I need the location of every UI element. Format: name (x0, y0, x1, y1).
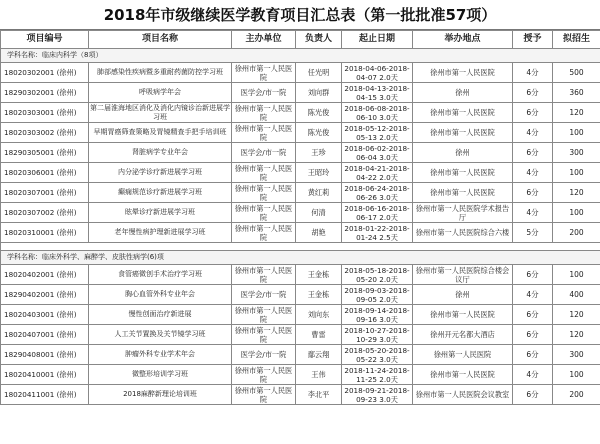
cell-name: 人工关节置换及关节镜学习班 (89, 325, 232, 345)
cell-enroll: 360 (553, 83, 600, 103)
cell-id: 18020402001 (徐州) (1, 265, 89, 285)
cell-lead: 陈光俊 (296, 123, 342, 143)
cell-place: 徐州 (413, 285, 513, 305)
cell-name: 慢性创面治疗新进展 (89, 305, 232, 325)
cell-dates: 2018-06-08-2018-06-10 3.0天 (342, 103, 413, 123)
cell-name: 癫痫规范诊疗新进展学习班 (89, 183, 232, 203)
cell-lead: 王伟 (296, 365, 342, 385)
cell-enroll: 300 (553, 345, 600, 365)
table-row (1, 63, 600, 83)
cell-lead: 曹雷 (296, 325, 342, 345)
cell-lead: 李北平 (296, 385, 342, 405)
cell-id: 18020303002 (徐州) (1, 123, 89, 143)
cell-host: 徐州市第一人民医院 (232, 103, 296, 123)
cell-enroll: 100 (553, 163, 600, 183)
cell-lead: 黄红莉 (296, 183, 342, 203)
header-name: 项目名称 (89, 31, 232, 49)
cell-dates: 2018-05-20-2018-05-22 3.0天 (342, 345, 413, 365)
cell-place: 徐州市第一人民医院 (413, 103, 513, 123)
cell-dates: 2018-09-21-2018-09-23 3.0天 (342, 385, 413, 405)
cell-id: 18020302001 (徐州) (1, 63, 89, 83)
table-row (1, 203, 600, 223)
category-label: 学科名称：临床外科学、麻醉学、皮肤性病学(6)项 (1, 251, 600, 265)
cell-enroll: 120 (553, 103, 600, 123)
section-gap-cell (1, 243, 600, 251)
cell-host: 徐州市第一人民医院 (232, 123, 296, 143)
cell-lead: 陈光俊 (296, 103, 342, 123)
cell-id: 18020403001 (徐州) (1, 305, 89, 325)
project-table (0, 30, 600, 405)
category-row (1, 251, 600, 265)
cell-id: 18020306001 (徐州) (1, 163, 89, 183)
cell-name: 2018麻醉新理论培训班 (89, 385, 232, 405)
cell-dates: 2018-06-16-2018-06-17 2.0天 (342, 203, 413, 223)
cell-id: 18290305001 (徐州) (1, 143, 89, 163)
cell-dates: 2018-01-22-2018-01-24 2.5天 (342, 223, 413, 243)
cell-enroll: 120 (553, 325, 600, 345)
cell-dates: 2018-09-14-2018-09-16 3.0天 (342, 305, 413, 325)
category-label: 学科名称：临床内科学（8项） (1, 49, 600, 63)
cell-score: 4分 (513, 63, 553, 83)
cell-score: 5分 (513, 223, 553, 243)
cell-lead: 胡艳 (296, 223, 342, 243)
cell-score: 4分 (513, 203, 553, 223)
header-host: 主办单位 (232, 31, 296, 49)
cell-place: 徐州市第一人民医院 (413, 163, 513, 183)
cell-id: 18020407001 (徐州) (1, 325, 89, 345)
cell-dates: 2018-04-21-2018-04-22 2.0天 (342, 163, 413, 183)
cell-lead: 王珍 (296, 143, 342, 163)
cell-name: 第二届淮海地区消化及消化内镜诊治新进展学习班 (90, 103, 230, 121)
cell-score: 6分 (513, 83, 553, 103)
table-row (1, 103, 600, 123)
header-row (1, 31, 600, 49)
cell-host: 徐州市第一人民医院 (232, 223, 296, 243)
cell-dates: 2018-06-02-2018-06-04 3.0天 (342, 143, 413, 163)
section-gap (1, 243, 600, 251)
cell-score: 4分 (513, 163, 553, 183)
table-row (1, 305, 600, 325)
cell-id: 18290408001 (徐州) (1, 345, 89, 365)
cell-name: 呼吸病学年会 (89, 83, 232, 103)
cell-score: 4分 (513, 285, 553, 305)
cell-lead: 鄢云翔 (296, 345, 342, 365)
header-score: 授予 (513, 31, 553, 49)
cell-score: 4分 (513, 123, 553, 143)
cell-id: 18020307001 (徐州) (1, 183, 89, 203)
cell-enroll: 100 (553, 123, 600, 143)
header-dates: 起止日期 (342, 31, 413, 49)
cell-dates: 2018-11-24-2018-11-25 2.0天 (342, 365, 413, 385)
cell-host: 医学会/市一院 (232, 345, 296, 365)
cell-place: 徐州开元名都大酒店 (413, 325, 513, 345)
cell-name: 微整形培训学习班 (89, 365, 232, 385)
cell-host: 徐州市第一人民医院 (232, 265, 296, 285)
header-lead: 负责人 (296, 31, 342, 49)
table-row (1, 265, 600, 285)
cell-lead: 何清 (296, 203, 342, 223)
cell-score: 6分 (513, 143, 553, 163)
cell-lead: 王金栋 (296, 285, 342, 305)
cell-name: 食管癌微创手术治疗学习班 (89, 265, 232, 285)
cell-name: 眩晕诊疗新进展学习班 (89, 203, 232, 223)
cell-name: 内分泌学诊疗新进展学习班 (89, 163, 232, 183)
cell-enroll: 100 (553, 265, 600, 285)
cell-place: 徐州市第一人民医院综合六楼 (413, 223, 513, 243)
cell-score: 6分 (513, 305, 553, 325)
cell-score: 6分 (513, 385, 553, 405)
cell-enroll: 100 (553, 365, 600, 385)
cell-place: 徐州市第一人民医院 (413, 305, 513, 325)
cell-dates: 2018-09-03-2018-09-05 2.0天 (342, 285, 413, 305)
cell-id: 18020411001 (徐州) (1, 385, 89, 405)
cell-enroll: 120 (553, 183, 600, 203)
cell-place: 徐州市第一人民医院 (413, 123, 513, 143)
cell-enroll: 200 (553, 385, 600, 405)
table-row (1, 385, 600, 405)
cell-lead: 刘向东 (296, 305, 342, 325)
cell-lead: 刘向群 (296, 83, 342, 103)
cell-host: 徐州市第一人民医院 (232, 183, 296, 203)
table-body (1, 49, 600, 405)
cell-dates: 2018-04-06-2018-04-07 2.0天 (342, 63, 413, 83)
cell-id: 18290302001 (徐州) (1, 83, 89, 103)
cell-host: 徐州市第一人民医院 (232, 63, 296, 83)
cell-host: 医学会/市一院 (232, 143, 296, 163)
cell-id: 18020410001 (徐州) (1, 365, 89, 385)
cell-enroll: 400 (553, 285, 600, 305)
cell-host: 医学会/市一院 (232, 83, 296, 103)
cell-place: 徐州市第一人民医院 (413, 365, 513, 385)
cell-score: 6分 (513, 103, 553, 123)
cell-enroll: 100 (553, 203, 600, 223)
cell-host: 徐州市第一人民医院 (232, 163, 296, 183)
cell-score: 6分 (513, 345, 553, 365)
cell-score: 6分 (513, 183, 553, 203)
cell-score: 6分 (513, 265, 553, 285)
cell-host: 徐州市第一人民医院 (232, 203, 296, 223)
cell-name: 胸心血管外科专业年会 (89, 285, 232, 305)
cell-place: 徐州 (413, 83, 513, 103)
cell-id: 18020307002 (徐州) (1, 203, 89, 223)
cell-place: 徐州市第一人民医院学术报告厅 (413, 203, 513, 223)
cell-place: 徐州第一人民医院 (413, 345, 513, 365)
cell-enroll: 500 (553, 63, 600, 83)
cell-enroll: 120 (553, 305, 600, 325)
cell-id: 18290402001 (徐州) (1, 285, 89, 305)
table-row (1, 163, 600, 183)
cell-name: 老年慢性病护理新进展学习班 (89, 223, 232, 243)
cell-host: 徐州市第一人民医院 (232, 325, 296, 345)
cell-id: 18020303001 (徐州) (1, 103, 89, 123)
cell-host: 徐州市第一人民医院 (232, 365, 296, 385)
header-place: 举办地点 (413, 31, 513, 49)
cell-score: 6分 (513, 325, 553, 345)
cell-place: 徐州市第一人民医院 (413, 183, 513, 203)
table-row (1, 285, 600, 305)
table-row (1, 183, 600, 203)
table-row (1, 83, 600, 103)
cell-place: 徐州市第一人民医院综合楼会议厅 (413, 265, 513, 285)
table-row (1, 365, 600, 385)
table-row (1, 325, 600, 345)
table-row (1, 345, 600, 365)
page-title: 2018年市级继续医学教育项目汇总表（第一批批准57项） (0, 0, 600, 30)
cell-lead: 王昭玲 (296, 163, 342, 183)
cell-dates: 2018-06-24-2018-06-26 3.0天 (342, 183, 413, 203)
cell-host: 医学会/市一院 (232, 285, 296, 305)
cell-place: 徐州市第一人民医院会议教室 (413, 385, 513, 405)
cell-name: 肾脏病学专业年会 (89, 143, 232, 163)
cell-name: 早期胃癌筛查策略及胃镜精查手把手培训班 (89, 123, 232, 143)
cell-lead: 王金栋 (296, 265, 342, 285)
header-id: 项目编号 (1, 31, 89, 49)
cell-enroll: 200 (553, 223, 600, 243)
header-enroll: 拟招生 (553, 31, 600, 49)
cell-host: 徐州市第一人民医院 (232, 305, 296, 325)
cell-dates: 2018-10-27-2018-10-29 3.0天 (342, 325, 413, 345)
table-row (1, 223, 600, 243)
cell-dates: 2018-04-13-2018-04-15 3.0天 (342, 83, 413, 103)
cell-name: 肿瘤外科专业学术年会 (89, 345, 232, 365)
cell-host: 徐州市第一人民医院 (232, 385, 296, 405)
cell-dates: 2018-05-18-2018-05-20 2.0天 (342, 265, 413, 285)
table-row (1, 143, 600, 163)
cell-enroll: 300 (553, 143, 600, 163)
cell-id: 18020310001 (徐州) (1, 223, 89, 243)
cell-place: 徐州 (413, 143, 513, 163)
cell-name: 肺部感染性疾病暨多重耐药菌防控学习班 (89, 63, 232, 83)
cell-dates: 2018-05-12-2018-05-13 2.0天 (342, 123, 413, 143)
category-row (1, 49, 600, 63)
table-row (1, 123, 600, 143)
cell-place: 徐州市第一人民医院 (413, 63, 513, 83)
cell-lead: 任光明 (296, 63, 342, 83)
cell-score: 4分 (513, 365, 553, 385)
